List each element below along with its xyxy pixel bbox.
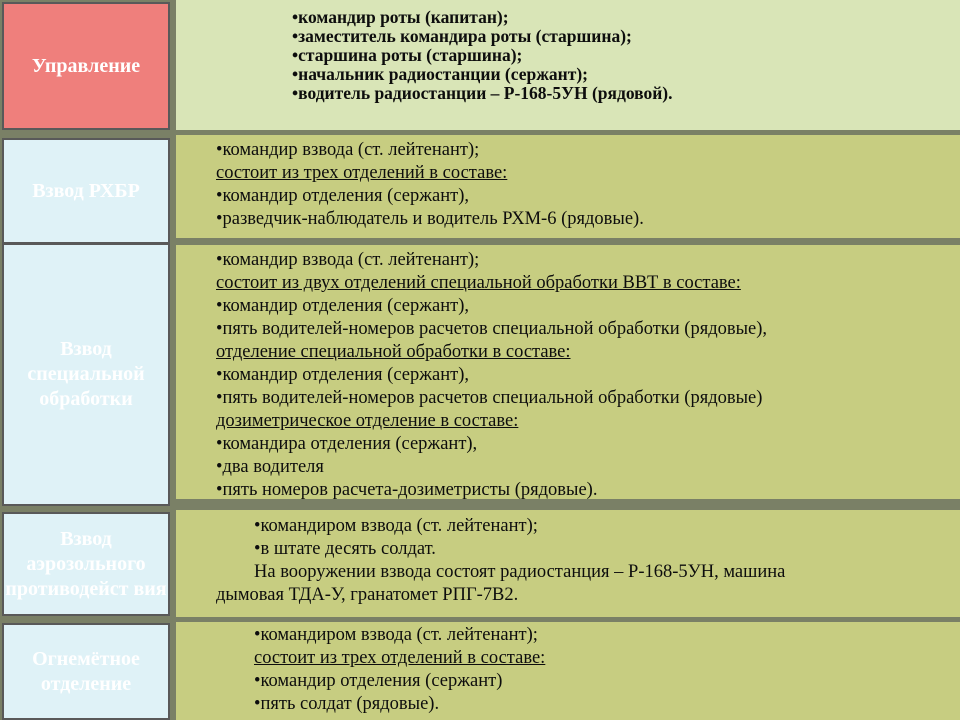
list-item: •водитель радиостанции – Р-168-5УН (рядовой). bbox=[292, 83, 673, 103]
subheading-line: отделение специальной обработки в составе: bbox=[216, 342, 571, 362]
list-item: •командир роты (капитан); bbox=[292, 7, 509, 27]
list-item: •разведчик-наблюдатель и водитель РХМ-6 (рядовые). bbox=[216, 209, 644, 229]
list-item: На вооружении взвода состоят радиостанция – Р-168-5УН, машина bbox=[254, 562, 786, 582]
section-label: Взвод аэрозольного противодейст вия bbox=[2, 512, 170, 616]
subheading-line: дозиметрическое отделение в составе: bbox=[216, 411, 519, 431]
list-item: •командира отделения (сержант), bbox=[216, 434, 478, 454]
list-item: •командир отделения (сержант) bbox=[254, 671, 503, 691]
section-content bbox=[176, 510, 960, 617]
list-item: •командир отделения (сержант), bbox=[216, 186, 469, 206]
list-item: •два водителя bbox=[216, 457, 324, 477]
list-item: •командир отделения (сержант), bbox=[216, 296, 469, 316]
section-content bbox=[176, 135, 960, 238]
section-content bbox=[176, 0, 960, 130]
section-label: Взвод РХБР bbox=[2, 138, 170, 244]
subheading-line: состоит из трех отделений в составе: bbox=[254, 648, 546, 668]
list-item: •командиром взвода (ст. лейтенант); bbox=[254, 516, 538, 536]
list-item: •командир взвода (ст. лейтенант); bbox=[216, 250, 480, 270]
list-item: •командир взвода (ст. лейтенант); bbox=[216, 140, 480, 160]
list-item: дымовая ТДА-У, гранатомет РПГ-7В2. bbox=[216, 585, 519, 605]
list-item: •в штате десять солдат. bbox=[254, 539, 436, 559]
list-item: •командиром взвода (ст. лейтенант); bbox=[254, 625, 538, 645]
list-item: •пять номеров расчета-дозиметристы (рядовые). bbox=[216, 480, 598, 500]
section-content bbox=[176, 622, 960, 720]
list-item: •пять солдат (рядовые). bbox=[254, 694, 440, 714]
list-item: •пять водителей-номеров расчетов специальной обработки (рядовые), bbox=[216, 319, 768, 339]
list-item: •командир отделения (сержант), bbox=[216, 365, 469, 385]
list-item: •пять водителей-номеров расчетов специальной обработки (рядовые) bbox=[216, 388, 763, 408]
list-item: •заместитель командира роты (старшина); bbox=[292, 26, 632, 46]
section-label: Взвод специальной обработки bbox=[2, 243, 170, 506]
list-item: •начальник радиостанции (сержант); bbox=[292, 64, 589, 84]
section-label: Управление bbox=[2, 2, 170, 130]
section-content bbox=[176, 245, 960, 499]
subheading-line: состоит из двух отделений специальной обработки ВВТ в составе: bbox=[216, 273, 741, 293]
list-item: •старшина роты (старшина); bbox=[292, 45, 523, 65]
section-label: Огнемётное отделение bbox=[2, 623, 170, 720]
subheading-line: состоит из трех отделений в составе: bbox=[216, 163, 508, 183]
